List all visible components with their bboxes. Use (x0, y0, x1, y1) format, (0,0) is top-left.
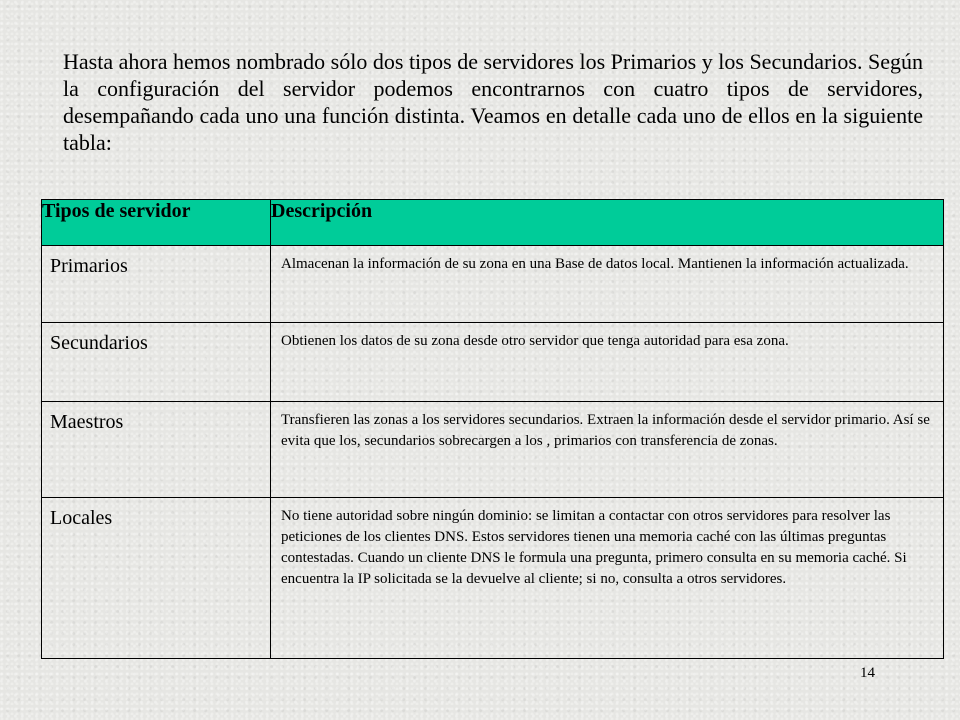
table-row (42, 323, 944, 402)
row-type-secundarios: Secundarios (42, 323, 271, 402)
table-header-row (42, 200, 944, 246)
table-row (42, 498, 944, 659)
header-server-type: Tipos de servidor (42, 200, 271, 246)
page-number: 14 (860, 665, 875, 681)
header-description: Descripción (271, 200, 944, 246)
intro-paragraph: Hasta ahora hemos nombrado sólo dos tipos de servidores los Primarios y los Secundarios. Según la configuración del servidor podemos encontrarnos con cuatro tipos de servidores, desempañando cada uno una función distinta. Veamos en detalle cada uno de ellos en la siguiente tabla: (63, 49, 923, 155)
row-type-locales: Locales (42, 498, 271, 659)
table-row (42, 402, 944, 498)
row-type-maestros: Maestros (42, 402, 271, 498)
row-description-maestros: Transfieren las zonas a los servidores secundarios. Extraen la información desde el servidor primario. Así se evita que los, secundarios sobrecargen a los , primarios con transferencia de zonas. (271, 402, 944, 498)
row-description-secundarios: Obtienen los datos de su zona desde otro servidor que tenga autoridad para esa zona. (271, 323, 944, 402)
row-description-primarios: Almacenan la información de su zona en una Base de datos local. Mantienen la información actualizada. (271, 246, 944, 323)
table-row (42, 246, 944, 323)
row-description-locales: No tiene autoridad sobre ningún dominio: se limitan a contactar con otros servidores para resolver las peticiones de los clientes DNS. Estos servidores tienen una memoria caché con las últimas preguntas contestadas. Cuando un cliente DNS le formula una pregunta, primero consulta en su memoria caché. Si encuentra la IP solicitada se la devuelve al cliente; si no, consulta a otros servidores. (271, 498, 944, 659)
server-types-table (41, 199, 944, 659)
row-type-primarios: Primarios (42, 246, 271, 323)
